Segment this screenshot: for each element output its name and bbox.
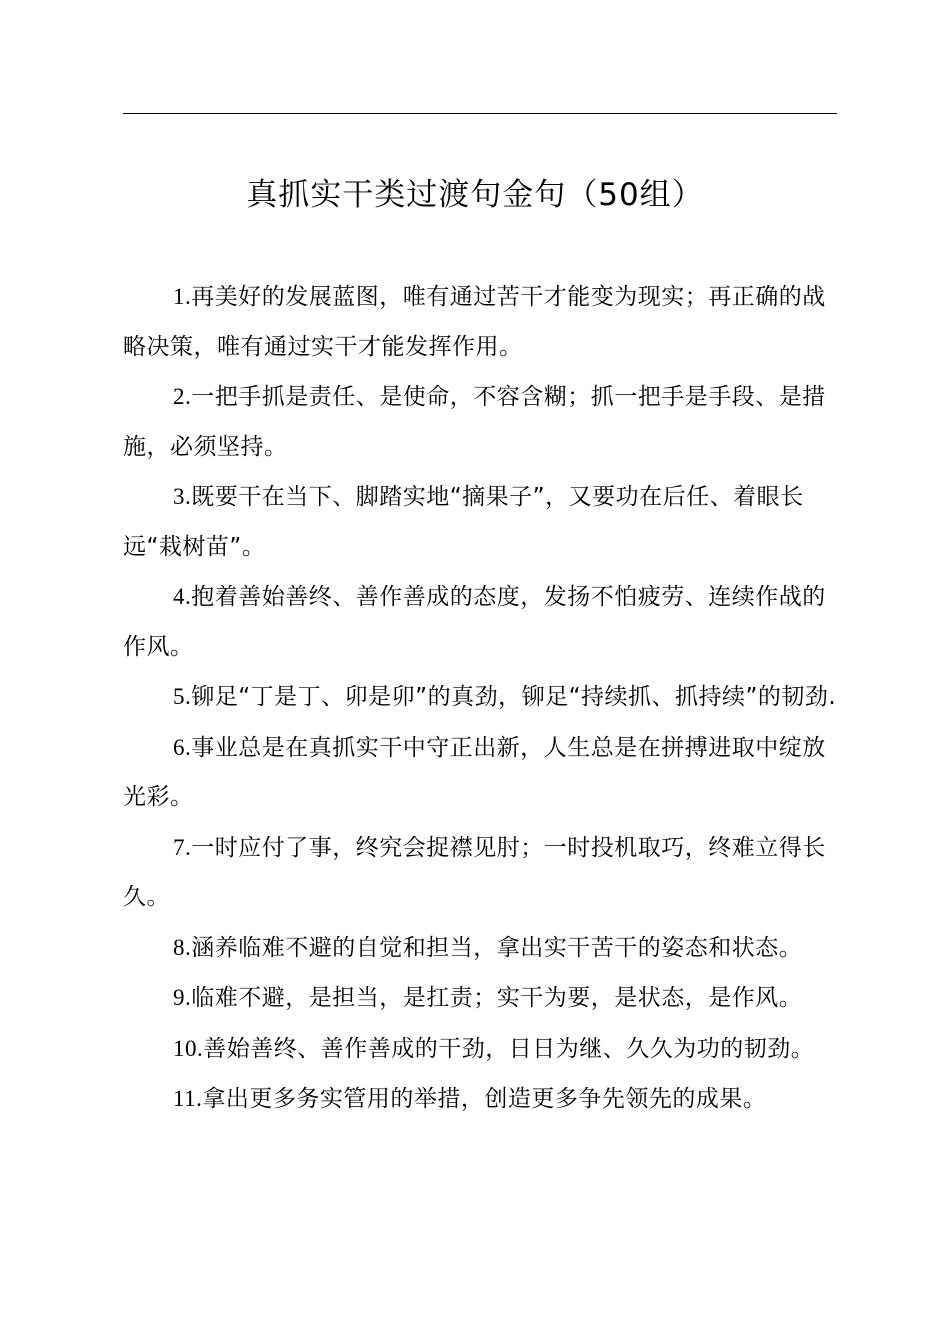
item-number: 6. (173, 734, 192, 760)
list-item (123, 1074, 843, 1125)
item-text: 铆足“丁是丁、卯是卯”的真劲，铆足“持续抓、抓持续”的韧劲. (191, 684, 837, 710)
item-text: 涵养临难不避的自觉和担当，拿出实干苦干的姿态和状态。 (191, 934, 803, 961)
list-item (123, 272, 843, 372)
item-text: 再美好的发展蓝图，唯有通过苦干才能变为现实；再正确的战略决策，唯有通过实干才能发挥作用。 (123, 284, 826, 360)
item-text: 善始善终、善作善成的干劲，日日为继、久久为功的韧劲。 (203, 1035, 815, 1062)
list-item (123, 1024, 843, 1075)
item-number: 10. (173, 1035, 204, 1061)
list-item (123, 472, 843, 572)
item-text: 一时应付了事，终究会捉襟见肘；一时投机取巧，终难立得长久。 (123, 834, 826, 910)
item-number: 4. (173, 584, 192, 609)
item-text: 抱着善始善终、善作善成的态度，发扬不怕疲劳、连续作战的作风。 (123, 584, 826, 660)
item-text: 临难不避，是担当，是扛责；实干为要，是状态，是作风。 (191, 985, 803, 1011)
list-item (123, 823, 843, 923)
item-number: 8. (173, 934, 192, 960)
item-number: 3. (173, 484, 192, 509)
item-text: 拿出更多务实管用的举措，创造更多争先领先的成果。 (202, 1086, 767, 1112)
item-text: 事业总是在真抓实干中守正出新，人生总是在拼搏进取中绽放光彩。 (123, 734, 826, 810)
item-text: 既要干在当下、脚踏实地“摘果子”，又要功在后任、着眼长远“栽树苗”。 (123, 484, 804, 560)
header-rule (123, 113, 837, 114)
list-item (123, 572, 843, 672)
list-item (123, 923, 843, 974)
item-number: 2. (173, 384, 192, 409)
item-number: 7. (173, 834, 192, 860)
list-item (123, 672, 843, 723)
item-text: 一把手抓是责任、是使命，不容含糊；抓一把手是手段、是措施，必须坚持。 (123, 384, 826, 460)
item-number: 11. (173, 1086, 203, 1111)
item-number: 5. (173, 684, 192, 709)
document-title: 真抓实干类过渡句金句（50组） (246, 177, 704, 213)
document-body (123, 272, 843, 1125)
list-item (123, 372, 843, 472)
item-number: 9. (173, 985, 192, 1010)
item-number: 1. (173, 284, 192, 309)
list-item (123, 973, 843, 1024)
list-item (123, 723, 843, 823)
